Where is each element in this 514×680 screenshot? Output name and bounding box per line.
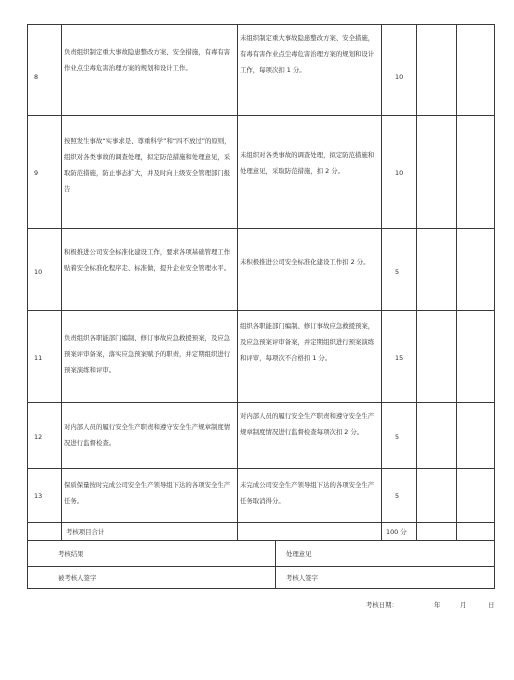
criterion-text: 未积极推进公司安全标准化建设工作扣 2 分。 (240, 258, 370, 266)
row-number: 13 (34, 492, 43, 500)
vline (456, 24, 457, 541)
hline (27, 24, 495, 25)
hline (27, 566, 495, 567)
date-day: 日 (488, 601, 495, 609)
hline (27, 310, 495, 311)
responsibility-text: 保质保量按时完成公司安全生产领导组下达的各项安全生产任务。 (64, 481, 231, 505)
hline (27, 228, 495, 229)
hline (27, 588, 495, 589)
vline (275, 540, 276, 589)
date-year: 年 (434, 601, 441, 609)
criterion-text: 未组织对各类事故的调查处理，拟定防范措施和处理意见，采取防范措施，扣 2 分。 (240, 151, 375, 175)
score-value: 10 (395, 73, 404, 81)
responsibility-text: 按照发生事故“实事求是、尊重科学”和“四不放过”的原则，组织对各类事故的调查处理，拟定防范措施和处理意见，采取防范措施，防止事态扩大，并及时向上级安全管理部门报告 (64, 137, 231, 193)
vline (61, 24, 62, 541)
hline (27, 402, 495, 403)
date-month: 月 (460, 601, 467, 609)
vline (494, 24, 495, 589)
score-value: 15 (395, 354, 404, 362)
score-value: 5 (395, 492, 400, 500)
hline (27, 522, 495, 523)
row-number: 8 (34, 73, 39, 81)
criterion-text: 未完成公司安全生产领导组下达的各项安全生产任务取消得分。 (240, 481, 375, 505)
criterion-text: 对内部人员的履行安全生产职责和遵守安全生产规章制度情况进行监督检查每项次扣 2 分。 (240, 412, 375, 436)
score-value: 5 (395, 268, 400, 276)
responsibility-text: 对内部人员的履行安全生产职责和遵守安全生产规章制度情况进行监督检查。 (64, 423, 231, 447)
criterion-text: 未组织制定重大事故隐患整改方案、安全措施，有毒有害作业点尘毒危害治理方案的规划和设计工作，每项次扣 1 分。 (240, 34, 375, 74)
hline (27, 115, 495, 116)
row-number: 10 (34, 268, 43, 276)
score-value: 10 (395, 169, 404, 177)
hline (27, 468, 495, 469)
responsibility-text: 负责组织制定重大事故隐患整改方案、安全措施，有毒有害作业点尘毒危害治理方案的规划和设计工作。 (64, 48, 231, 72)
responsibility-text: 积极推进公司安全标准化建设工作，要求各项基础管理工作贴着安全标准化程序走、标准做，提升企业安全管理水平。 (64, 248, 231, 272)
result-label: 考核结果 (58, 550, 84, 558)
vline (27, 24, 28, 589)
vline (381, 24, 382, 541)
row-number: 9 (34, 169, 39, 177)
total-score: 100 分 (386, 528, 407, 536)
hline (27, 540, 495, 541)
row-number: 11 (34, 354, 43, 362)
vline (416, 24, 417, 541)
signee-label: 被考核人签字 (58, 574, 97, 582)
total-label: 考核项目合计 (66, 528, 105, 536)
row-number: 12 (34, 433, 43, 441)
vline (237, 24, 238, 541)
score-value: 5 (395, 433, 400, 441)
criterion-text: 组织各职能部门编制、修订事故应急救援预案，及应急预案评审备案，并定期组织进行预案演练和评审，每项次不合格扣 1 分。 (240, 322, 375, 362)
opinion-label: 处理意见 (286, 550, 312, 558)
responsibility-text: 负责组织各职能部门编制、修订事故应急救援预案，及应急预案评审备案，落实应急预案赋予的职责，并定期组织进行预案演练和评审。 (64, 334, 231, 374)
date-label: 考核日期： (366, 601, 398, 609)
assessor-label: 考核人签字 (286, 574, 318, 582)
